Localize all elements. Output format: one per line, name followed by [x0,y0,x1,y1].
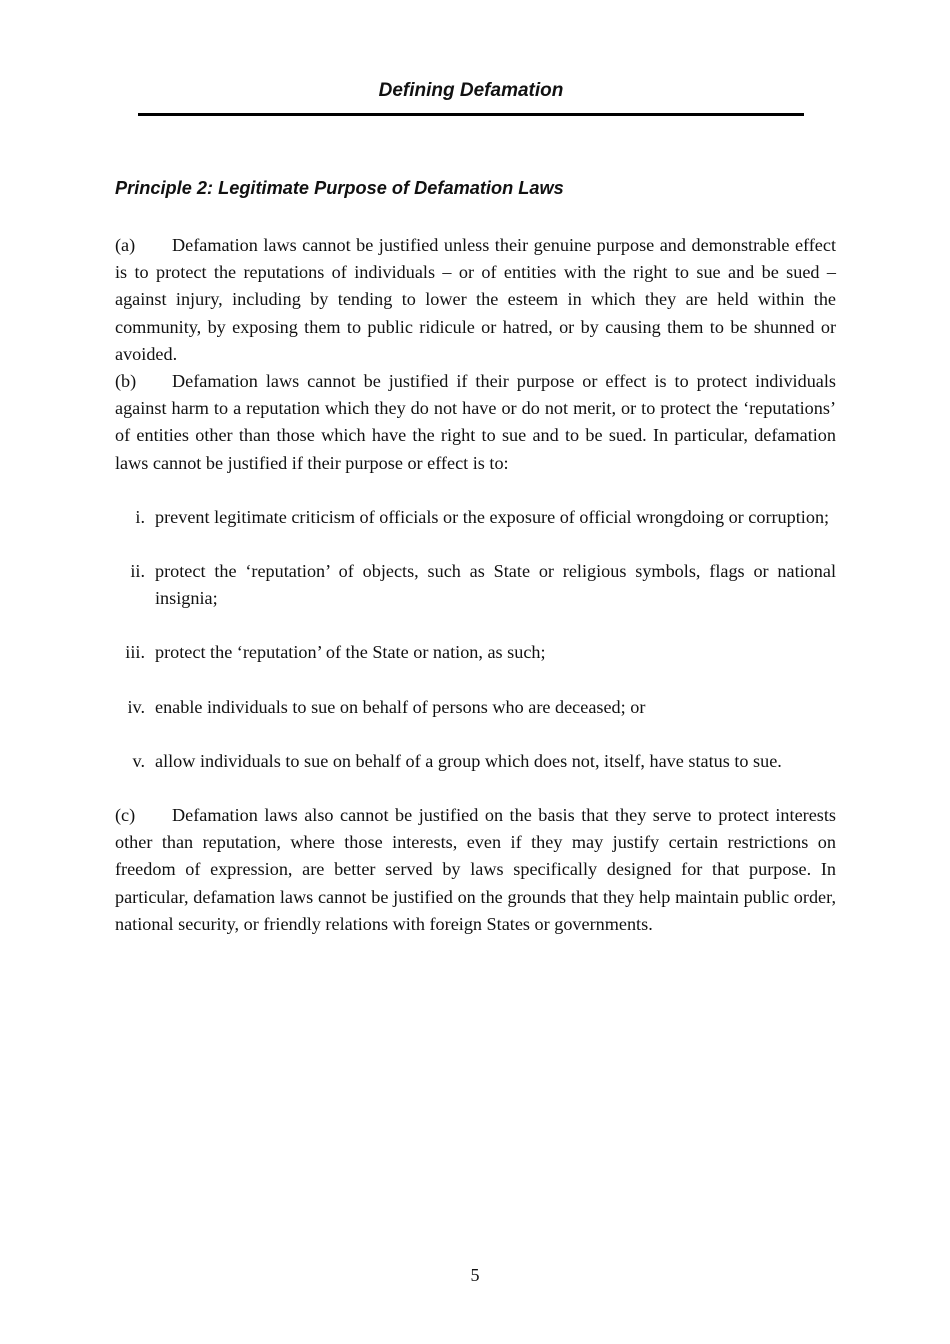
list-item [115,694,836,721]
page-number: 5 [470,1265,480,1285]
list-item-number: ii. [130,561,145,582]
paragraph-c-marker: (c) [115,805,136,826]
paragraph-b [115,368,836,477]
paragraph-c-text: Defamation laws also cannot be justified on the basis that they serve to protect interests other than reputation, where those interests, even if they may justify certain restrictions on freedom of expression, are better served by laws specifically designed for that purpose. In particular, defamation laws cannot be justified on the grounds that they help maintain public order, national security, or friendly relations with foreign States or governments. [115,805,836,934]
running-header-title: Defining Defamation [378,80,564,101]
paragraph-a-text: Defamation laws cannot be justified unless their genuine purpose and demonstrable effect is to protect the reputations of individuals – or of entities with the right to sue and be sued – against injury, including by tending to lower the esteem in which they are held within the community, by exposing them to public ridicule or hatred, or by causing them to be shunned or avoided. [115,235,836,364]
list-item-text: protect the ‘reputation’ of objects, such as State or religious symbols, flags or national insignia; [155,561,836,609]
list-item-text: allow individuals to sue on behalf of a group which does not, itself, have status to sue. [155,750,782,771]
list-item-number: iv. [127,696,145,717]
list-item-text: prevent legitimate criticism of officials or the exposure of official wrongdoing or corruption; [155,506,830,527]
page-body [115,176,836,938]
list-item [115,639,836,666]
list-item-number: v. [132,750,145,771]
list-item-number: i. [135,506,145,527]
paragraph-a [115,232,836,368]
list-item [115,558,836,612]
paragraph-a-marker: (a) [115,235,136,255]
purpose-list [115,504,836,775]
list-item [115,504,836,531]
list-item-text: protect the ‘reputation’ of the State or nation, as such; [155,642,546,663]
principle-heading: Principle 2: Legitimate Purpose of Defamation Laws [115,178,564,198]
paragraph-c [115,802,836,938]
paragraph-b-text: Defamation laws cannot be justified if their purpose or effect is to protect individuals against harm to a reputation which they do not have or do not merit, or to protect the ‘reputations’ of entities other than those which have the right to sue and to be sued. In particular, defamation laws cannot be justified if their purpose or effect is to: [115,371,836,473]
list-item-text: enable individuals to sue on behalf of persons who are deceased; or [155,696,646,717]
list-item [115,748,836,775]
list-item-number: iii. [125,642,145,663]
paragraph-b-marker: (b) [115,371,137,392]
header-rule [138,113,804,116]
